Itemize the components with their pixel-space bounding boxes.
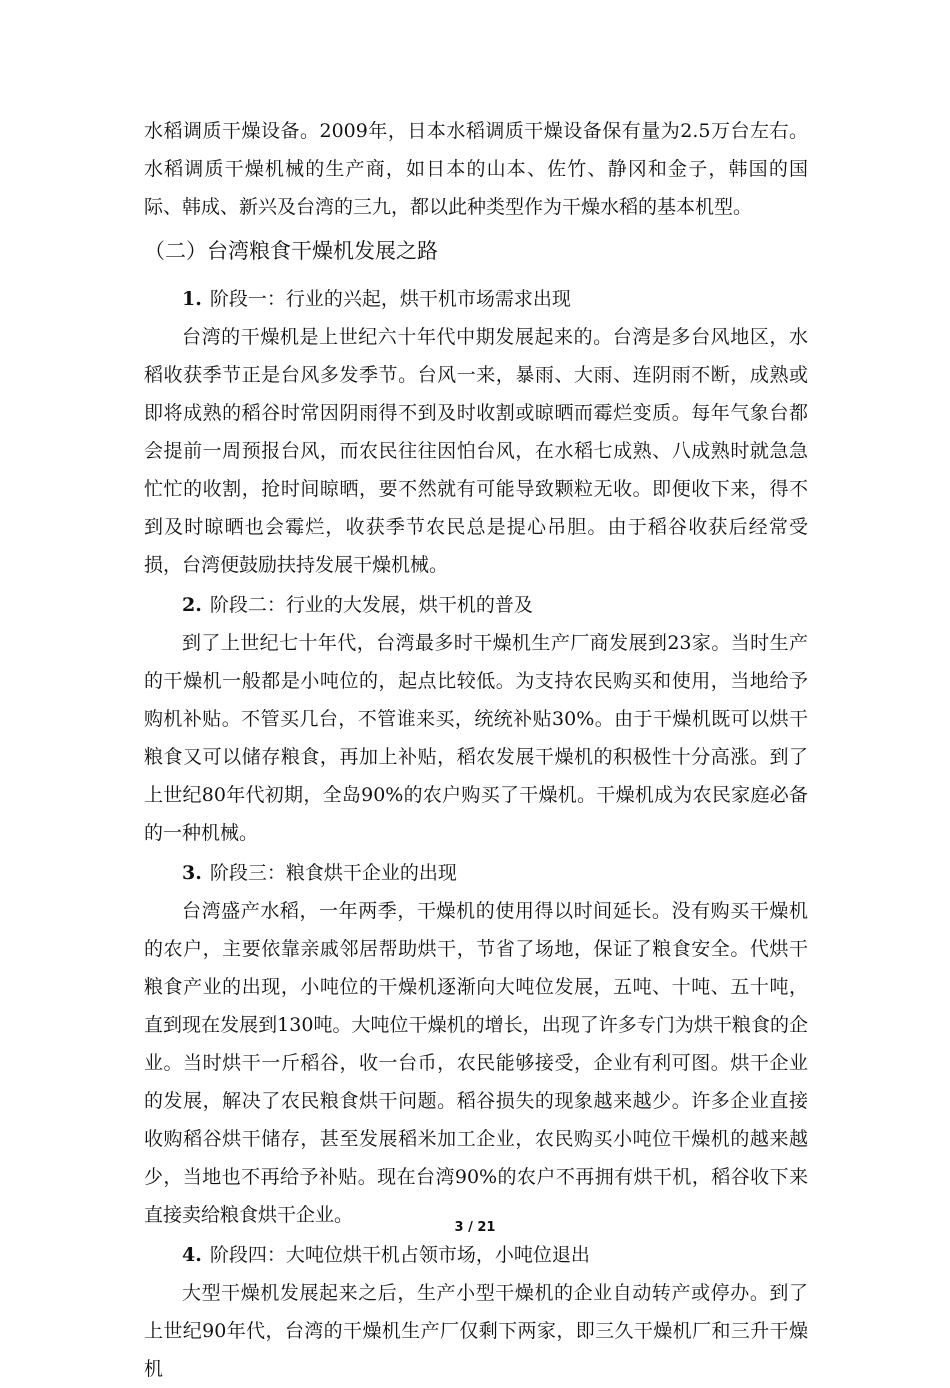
page-number: 3 / 21: [454, 1220, 496, 1235]
stage-3-title: 阶段三：粮食烘干企业的出现: [209, 862, 457, 884]
stage-3-heading: [144, 854, 808, 892]
stage-4-number: 4.: [182, 1244, 202, 1266]
stage-3-number: 3.: [182, 862, 202, 884]
stage-2-title: 阶段二：行业的大发展，烘干机的普及: [209, 594, 533, 616]
intro-paragraph: 水稻调质干燥设备。2009年，日本水稻调质干燥设备保有量为2.5万台左右。水稻调质干燥机械的生产商，如日本的山本、佐竹、静冈和金子，韩国的国际、韩成、新兴及台湾的三九，都以此种类型作为干燥水稻的基本机型。: [144, 120, 808, 218]
stage-1-number: 1.: [182, 288, 202, 310]
section-heading: （二）台湾粮食干燥机发展之路: [144, 239, 438, 263]
stage-1-heading: [144, 280, 808, 318]
stage-2-heading: [144, 586, 808, 624]
stage-4-body: 大型干燥机发展起来之后，生产小型干燥机的企业自动转产或停办。到了上世纪90年代，台湾的干燥机生产厂仅剩下两家，即三久干燥机厂和三升干燥机: [144, 1282, 808, 1380]
stage-4-heading: [144, 1236, 808, 1274]
stage-2-body: 到了上世纪七十年代，台湾最多时干燥机生产厂商发展到23家。当时生产的干燥机一般都是小吨位的，起点比较低。为支持农民购买和使用，当地给予购机补贴。不管买几台，不管谁来买，统统补贴30%。由于干燥机既可以烘干粮食又可以储存粮食，再加上补贴，稻农发展干燥机的积极性十分高涨。到了上世纪80年代初期，全岛90%的农户购买了干燥机。干燥机成为农民家庭必备的一种机械。: [144, 632, 808, 844]
stage-3-body: 台湾盛产水稻，一年两季，干燥机的使用得以时间延长。没有购买干燥机的农户，主要依靠亲戚邻居帮助烘干，节省了场地，保证了粮食安全。代烘干粮食产业的出现，小吨位的干燥机逐渐向大吨位发展，五吨、十吨、五十吨，直到现在发展到130吨。大吨位干燥机的增长，出现了许多专门为烘干粮食的企业。当时烘干一斤稻谷，收一台币，农民能够接受，企业有利可图。烘干企业的发展，解决了农民粮食烘干问题。稻谷损失的现象越来越少。许多企业直接收购稻谷烘干储存，甚至发展稻米加工企业，农民购买小吨位干燥机的越来越少，当地也不再给予补贴。现在台湾90%的农户不再拥有烘干机，稻谷收下来直接卖给粮食烘干企业。: [144, 900, 808, 1226]
document-page: [144, 112, 808, 1388]
stage-2-number: 2.: [182, 594, 202, 616]
stage-1-title: 阶段一：行业的兴起，烘干机市场需求出现: [209, 288, 571, 310]
stage-4-title: 阶段四：大吨位烘干机占领市场，小吨位退出: [209, 1244, 590, 1266]
stage-1-body: 台湾的干燥机是上世纪六十年代中期发展起来的。台湾是多台风地区，水稻收获季节正是台风多发季节。台风一来，暴雨、大雨、连阴雨不断，成熟或即将成熟的稻谷时常因阴雨得不到及时收割或晾晒而霉烂变质。每年气象台都会提前一周预报台风，而农民往往因怕台风，在水稻七成熟、八成熟时就急急忙忙的收割，抢时间晾晒，要不然就有可能导致颗粒无收。即便收下来，得不到及时晾晒也会霉烂，收获季节农民总是提心吊胆。由于稻谷收获后经常受损，台湾便鼓励扶持发展干燥机械。: [144, 326, 808, 576]
